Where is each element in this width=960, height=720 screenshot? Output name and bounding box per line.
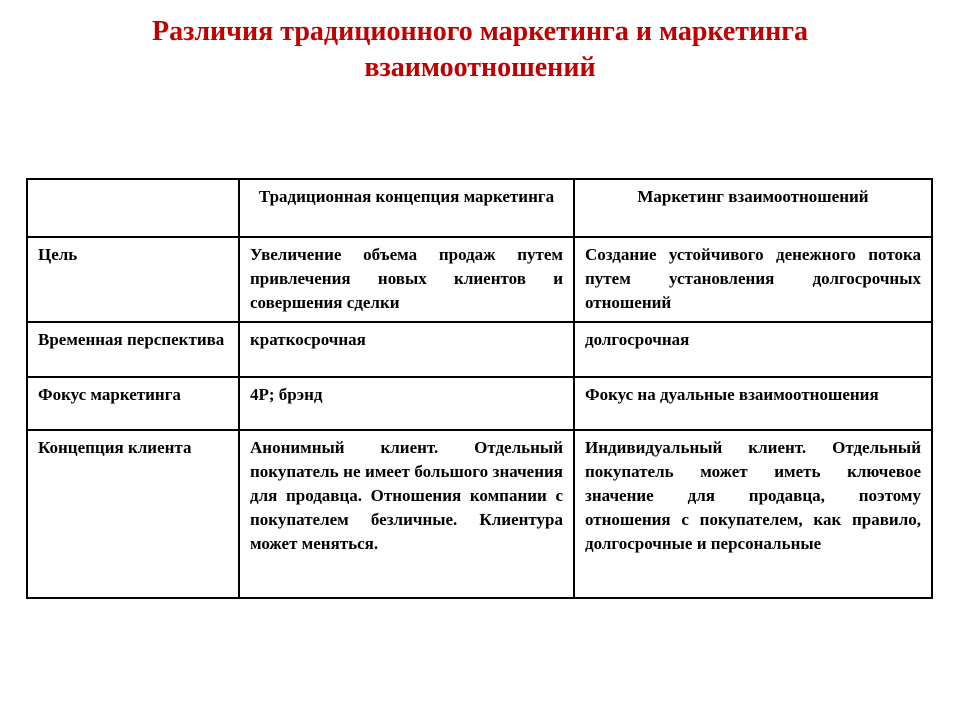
cell-relationship-marketing-focus: Фокус на дуальные взаимоотношения (574, 377, 932, 430)
slide-title-line-1: Различия традиционного маркетинга и маркетинга (151, 16, 809, 47)
cell-traditional-client-concept: Анонимный клиент. Отдельный покупатель не имеет большого значения для продавца. Отношения компании с покупателем безличные. Клиентура может меняться. (239, 430, 574, 598)
slide-title-line-2: взаимоотношений (364, 52, 596, 83)
cell-relationship-time-perspective: долгосрочная (574, 322, 932, 377)
table-row (27, 237, 932, 322)
table-row (27, 322, 932, 377)
row-label-time-perspective: Временная перспектива (27, 322, 239, 377)
cell-traditional-time-perspective: краткосрочная (239, 322, 574, 377)
table-row (27, 430, 932, 598)
comparison-table (26, 178, 933, 599)
cell-relationship-goal: Создание устойчивого денежного потока путем установления долгосрочных отношений (574, 237, 932, 322)
row-label-marketing-focus: Фокус маркетинга (27, 377, 239, 430)
header-cell-traditional: Традиционная концепция маркетинга (239, 179, 574, 237)
row-label-client-concept: Концепция клиента (27, 430, 239, 598)
slide-title (60, 14, 900, 86)
table-row (27, 377, 932, 430)
table-header-row (27, 179, 932, 237)
cell-relationship-client-concept: Индивидуальный клиент. Отдельный покупатель может иметь ключевое значение для продавца, поэтому отношения с покупателем, как правило, долгосрочные и персональные (574, 430, 932, 598)
header-cell-relationship: Маркетинг взаимоотношений (574, 179, 932, 237)
cell-traditional-goal: Увеличение объема продаж путем привлечения новых клиентов и совершения сделки (239, 237, 574, 322)
cell-traditional-marketing-focus: 4P; брэнд (239, 377, 574, 430)
header-cell-empty (27, 179, 239, 237)
row-label-goal: Цель (27, 237, 239, 322)
